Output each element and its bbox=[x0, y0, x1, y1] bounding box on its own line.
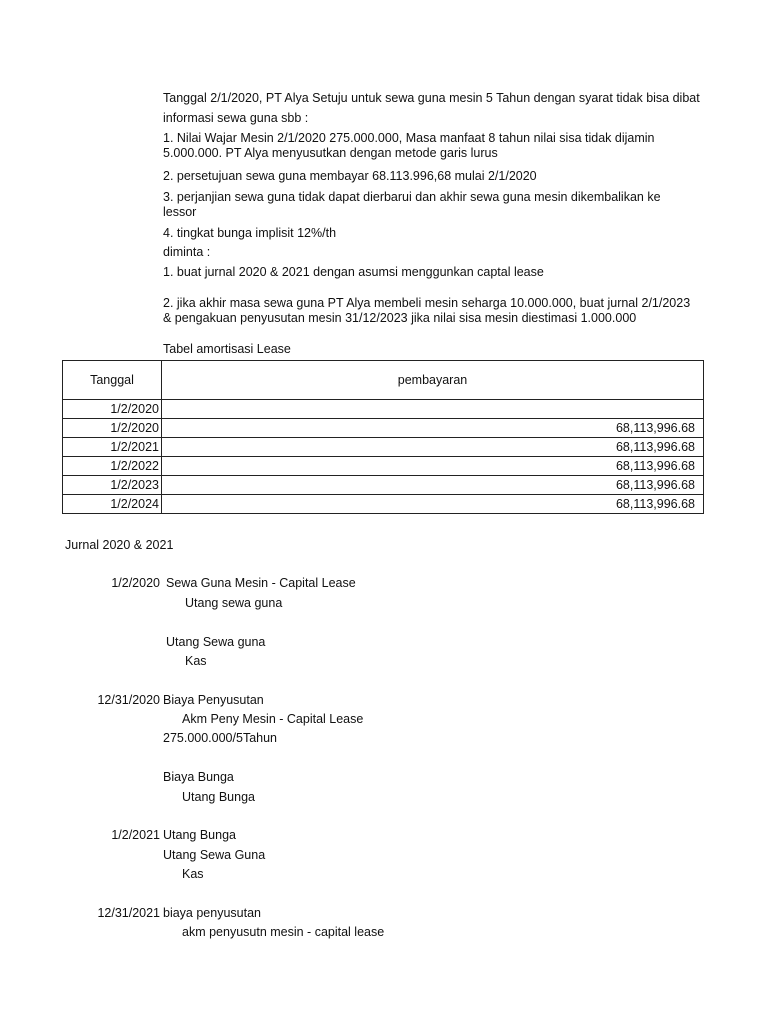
row-payment: 68,113,996.68 bbox=[162, 438, 704, 457]
item-4: 4. tingkat bunga implisit 12%/th bbox=[163, 226, 337, 240]
entry-4-credit: Utang Bunga bbox=[182, 790, 255, 804]
requirement-2-line-a: 2. jika akhir masa sewa guna PT Alya membeli mesin seharga 10.000.000, buat jurnal 2/1/2023 bbox=[163, 296, 691, 310]
row-payment: 68,113,996.68 bbox=[162, 495, 704, 514]
item-2: 2. persetujuan sewa guna membayar 68.113.996,68 mulai 2/1/2020 bbox=[163, 169, 537, 183]
diminta-label: diminta : bbox=[163, 245, 211, 259]
table-row bbox=[63, 457, 704, 476]
intro-line-1: Tanggal 2/1/2020, PT Alya Setuju untuk sewa guna mesin 5 Tahun dengan syarat tidak bisa dibat bbox=[163, 91, 700, 105]
entry-4-debit: Biaya Bunga bbox=[163, 770, 234, 784]
entry-5-debit-2: Utang Sewa Guna bbox=[163, 848, 266, 862]
entry-5-debit-1: Utang Bunga bbox=[163, 828, 236, 842]
entry-1-date: 1/2/2020 bbox=[111, 576, 160, 590]
entry-3-date: 12/31/2020 bbox=[97, 693, 160, 707]
item-3-line-a: 3. perjanjian sewa guna tidak dapat dierbarui dan akhir sewa guna mesin dikembalikan ke bbox=[163, 190, 661, 204]
entry-5-credit: Kas bbox=[182, 867, 204, 881]
row-payment: 68,113,996.68 bbox=[162, 457, 704, 476]
table-title: Tabel amortisasi Lease bbox=[163, 342, 291, 356]
entry-2-debit: Utang Sewa guna bbox=[166, 635, 266, 649]
entry-6-debit: biaya penyusutan bbox=[163, 906, 261, 920]
table-row bbox=[63, 400, 704, 419]
row-payment bbox=[162, 400, 704, 419]
table-row bbox=[63, 438, 704, 457]
row-date: 1/2/2020 bbox=[63, 419, 162, 438]
table-row bbox=[63, 495, 704, 514]
row-date: 1/2/2022 bbox=[63, 457, 162, 476]
header-tanggal: Tanggal bbox=[63, 361, 162, 400]
row-date: 1/2/2023 bbox=[63, 476, 162, 495]
journal-heading: Jurnal 2020 & 2021 bbox=[65, 538, 174, 552]
requirement-2-line-b: & pengakuan penyusutan mesin 31/12/2023 jika nilai sisa mesin diestimasi 1.000.000 bbox=[163, 311, 637, 325]
row-date: 1/2/2024 bbox=[63, 495, 162, 514]
entry-3-debit: Biaya Penyusutan bbox=[163, 693, 264, 707]
table-header-row bbox=[63, 361, 704, 400]
entry-3-note: 275.000.000/5Tahun bbox=[163, 731, 277, 745]
row-date: 1/2/2021 bbox=[63, 438, 162, 457]
row-date: 1/2/2020 bbox=[63, 400, 162, 419]
item-3-line-b: lessor bbox=[163, 205, 197, 219]
entry-5-date: 1/2/2021 bbox=[111, 828, 160, 842]
row-payment: 68,113,996.68 bbox=[162, 476, 704, 495]
table-row bbox=[63, 419, 704, 438]
entry-2-credit: Kas bbox=[185, 654, 207, 668]
entry-1-credit: Utang sewa guna bbox=[185, 596, 283, 610]
amortization-table bbox=[62, 360, 704, 514]
header-pembayaran: pembayaran bbox=[162, 361, 704, 400]
table-row bbox=[63, 476, 704, 495]
item-1-line-b: 5.000.000. PT Alya menyusutkan dengan metode garis lurus bbox=[163, 146, 498, 160]
entry-1-debit: Sewa Guna Mesin - Capital Lease bbox=[166, 576, 356, 590]
requirement-1: 1. buat jurnal 2020 & 2021 dengan asumsi menggunkan captal lease bbox=[163, 265, 544, 279]
entry-3-credit: Akm Peny Mesin - Capital Lease bbox=[182, 712, 364, 726]
row-payment: 68,113,996.68 bbox=[162, 419, 704, 438]
intro-line-2: informasi sewa guna sbb : bbox=[163, 111, 309, 125]
item-1-line-a: 1. Nilai Wajar Mesin 2/1/2020 275.000.000, Masa manfaat 8 tahun nilai sisa tidak dijamin bbox=[163, 131, 655, 145]
entry-6-date: 12/31/2021 bbox=[97, 906, 160, 920]
entry-6-credit: akm penyusutn mesin - capital lease bbox=[182, 925, 385, 939]
